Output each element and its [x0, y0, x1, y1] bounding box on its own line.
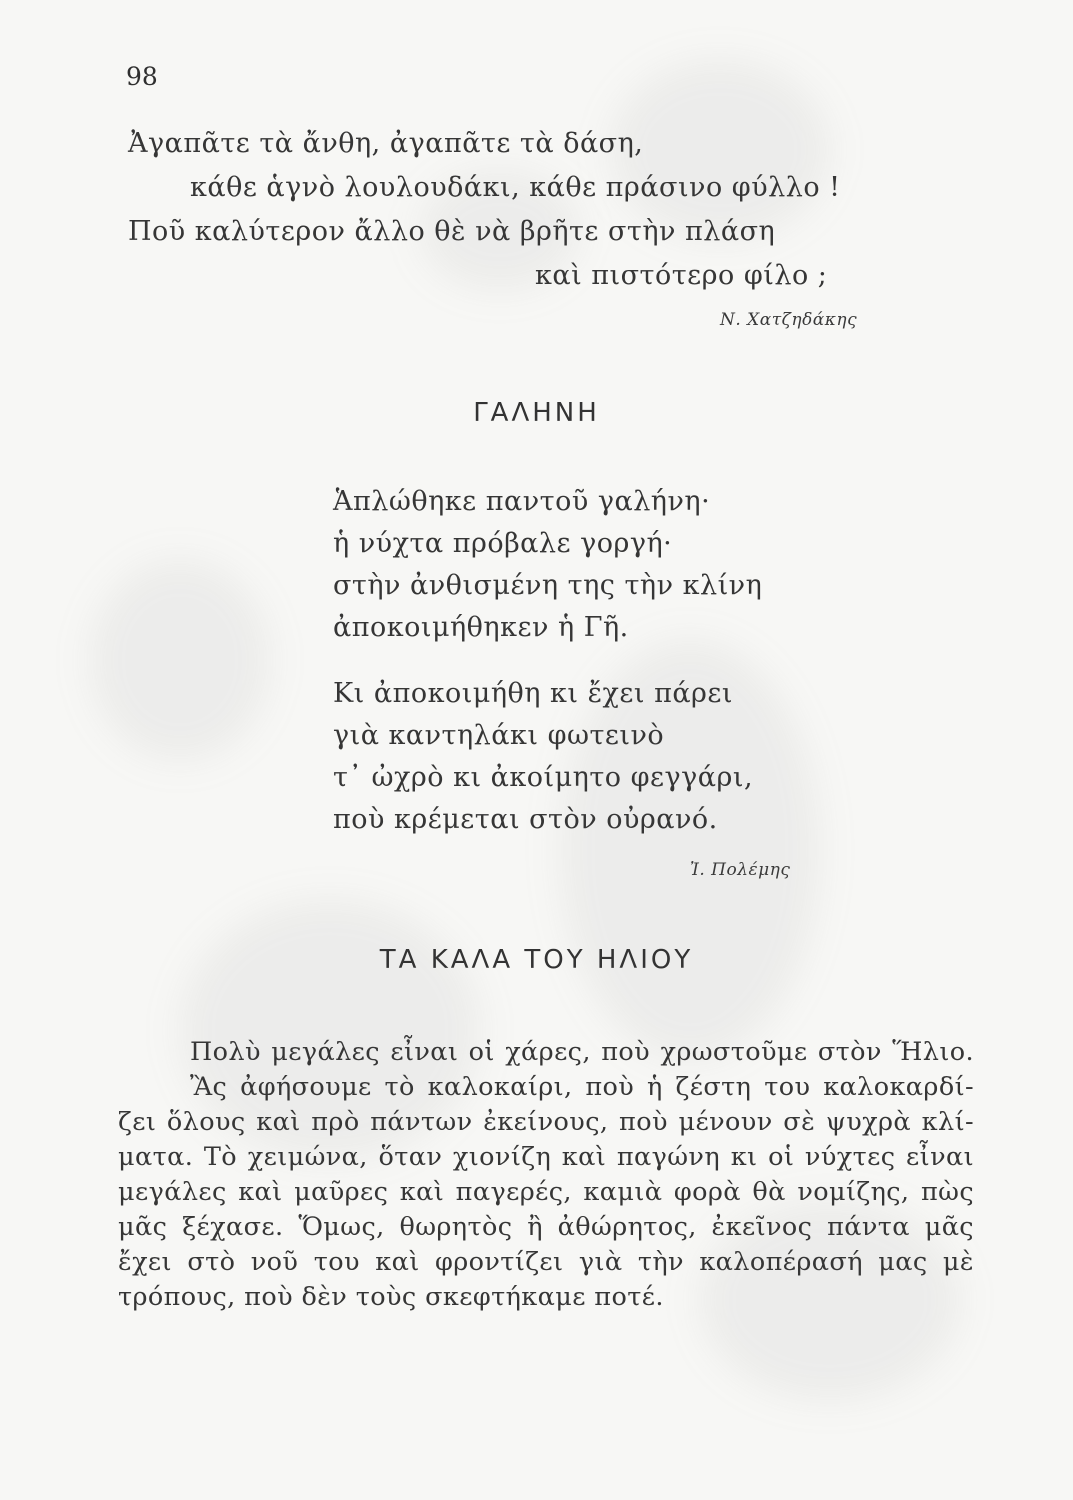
prose-line: τρόπους, ποὺ δὲν τοὺς σκεφτήκαμε ποτέ.	[118, 1282, 664, 1312]
prose-line: Ἂς ἀφήσουμε τὸ καλοκαίρι, ποὺ ἡ ζέστη του καλοκαρδί-	[190, 1072, 974, 1102]
poem-two-line: γιὰ καντηλάκι φωτεινὸ	[333, 720, 665, 751]
prose-title: ΤΑ ΚΑΛΑ ΤΟΥ ΗΛΙΟΥ	[379, 945, 694, 975]
poem-two-line: τ᾽ ὠχρὸ κι ἀκοίμητο φεγγάρι,	[333, 762, 754, 793]
poem-two-line: ἀποκοιμήθηκεν ἡ Γῆ.	[333, 612, 629, 643]
poem-two-line: στὴν ἀνθισμένη της τὴν κλίνη	[333, 570, 763, 601]
poem-two-line: ἡ νύχτα πρόβαλε γοργή·	[333, 528, 673, 559]
prose-line: ματα. Τὸ χειμώνα, ὅταν χιονίζη καὶ παγώνη κι οἱ νύχτες εἶναι	[118, 1142, 974, 1172]
prose-line: ἔχει στὸ νοῦ του καὶ φροντίζει γιὰ τὴν καλοπέρασή μας μὲ	[118, 1247, 974, 1277]
prose-line: ζει ὅλους καὶ πρὸ πάντων ἐκείνους, ποὺ μένουν σὲ ψυχρὰ κλί-	[118, 1107, 974, 1137]
poem-one-author: Ν. Χατζηδάκης	[720, 310, 858, 330]
poem-one-line: κάθε ἁγνὸ λουλουδάκι, κάθε πράσινο φύλλο !	[190, 172, 841, 203]
poem-two-author: Ἰ. Πολέμης	[690, 860, 791, 880]
poem-two-title: ΓΑΛΗΝΗ	[473, 398, 600, 428]
poem-two-line: ποὺ κρέμεται στὸν οὐρανό.	[333, 804, 718, 835]
prose-line: μᾶς ξέχασε. Ὅμως, θωρητὸς ἢ ἀθώρητος, ἐκεῖνος πάντα μᾶς	[118, 1212, 974, 1242]
poem-one-line: Ποῦ καλύτερον ἄλλο θὲ νὰ βρῆτε στὴν πλάση	[128, 216, 776, 247]
poem-one-line: καὶ πιστότερο φίλο ;	[535, 260, 828, 291]
prose-line: μεγάλες καὶ μαῦρες καὶ παγερές, καμιὰ φορὰ θὰ νομίζης, πὼς	[118, 1177, 974, 1207]
poem-one-line: Ἀγαπᾶτε τὰ ἄνθη, ἀγαπᾶτε τὰ δάση,	[128, 128, 644, 159]
prose-line: Πολὺ μεγάλες εἶναι οἱ χάρες, ποὺ χρωστοῦμε στὸν Ἥλιο.	[190, 1037, 974, 1067]
poem-two-line: Κι ἀποκοιμήθη κι ἔχει πάρει	[333, 678, 734, 709]
poem-two-line: Ἁπλώθηκε παντοῦ γαλήνη·	[333, 486, 711, 517]
prose-paragraph	[118, 1035, 974, 1315]
page-number: 98	[126, 62, 158, 91]
